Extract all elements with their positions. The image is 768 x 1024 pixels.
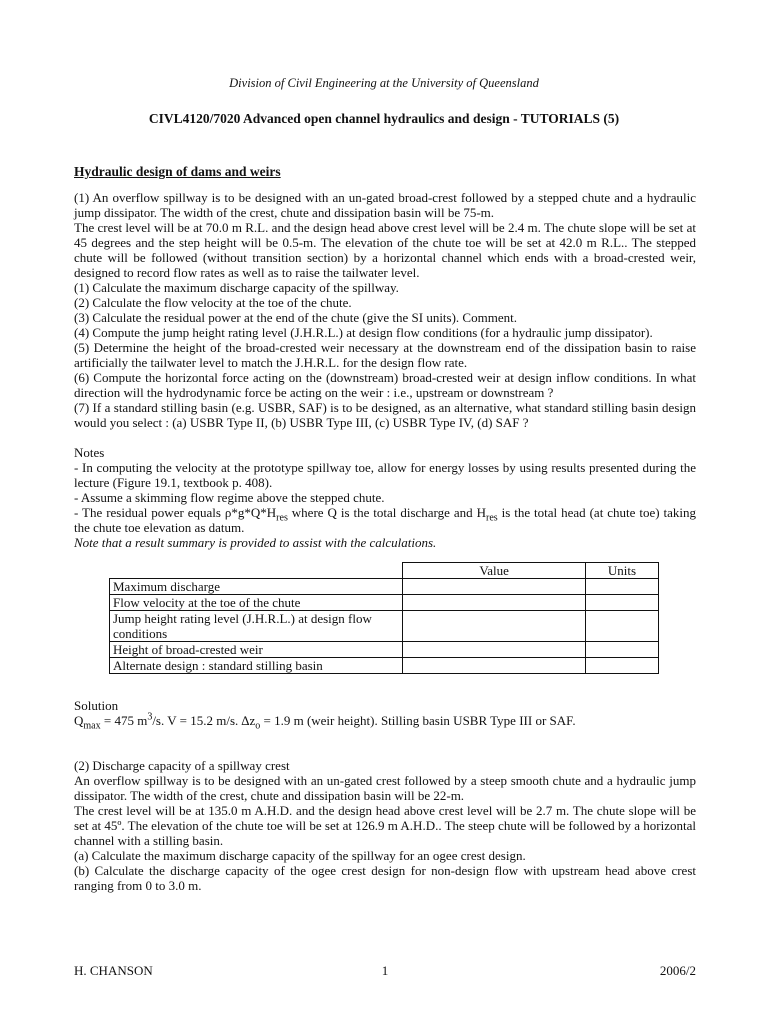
result-summary-table [109, 562, 659, 674]
footer-author: H. CHANSON [74, 963, 153, 978]
problem2-heading: (2) Discharge capacity of a spillway crest [74, 758, 290, 773]
table-row [110, 595, 659, 611]
problem1-question: (4) Compute the jump height rating level (J.H.R.L.) at design flow conditions (for a hydraulic jump dissipator). [74, 325, 653, 340]
problem2-question: (a) Calculate the maximum discharge capacity of the spillway for an ogee crest design. [74, 848, 526, 863]
problem2-question: (b) Calculate the discharge capacity of the ogee crest design for non-design flow with upstream head above crest ranging from 0 to 3.0 m. [74, 863, 696, 893]
value-cell [403, 595, 586, 611]
row-label: Jump height rating level (J.H.R.L.) at design flow conditions [110, 611, 403, 642]
units-cell [586, 642, 659, 658]
problem1-question: (5) Determine the height of the broad-crested weir necessary at the downstream end of the dissipation basin to raise artificially the tailwater level to match the J.H.R.L. for the design flow rate. [74, 340, 696, 370]
solution-heading: Solution [74, 698, 119, 713]
page-title: CIVL4120/7020 Advanced open channel hydraulics and design - TUTORIALS (5) [148, 111, 620, 126]
section-title: Hydraulic design of dams and weirs [74, 164, 281, 179]
row-label: Maximum discharge [110, 579, 403, 595]
note-residual-power: - The residual power equals $\rho*g*Q*H_{res}$ where Q is the total discharge and $H_{res}$ is the total head (at chute toe) taking the chute toe elevation as datum. [74, 505, 697, 535]
institution-header: Division of Civil Engineering at the University of Queensland [229, 76, 539, 90]
note-item: - In computing the velocity at the prototype spillway toe, allow for energy losses by using results presented during the lecture (Figure 19.1, textbook p. 408). [74, 460, 696, 490]
footer-date: 2006/2 [659, 963, 696, 978]
value-cell [403, 658, 586, 674]
column-header-value: Value [403, 563, 586, 579]
note-item: - Assume a skimming flow regime above the stepped chute. [74, 490, 385, 505]
units-cell [586, 658, 659, 674]
problem1-question: (1) Calculate the maximum discharge capacity of the spillway. [74, 280, 399, 295]
table-row [110, 611, 659, 642]
problem1-question: (7) If a standard stilling basin (e.g. USBR, SAF) is to be designed, as an alternative, what standard stilling basin design would you select : (a) USBR Type II, (b) USBR Type III, (c) USBR Type IV, (d) SAF ? [74, 400, 696, 430]
row-label: Height of broad-crested weir [110, 642, 403, 658]
table-row [110, 642, 659, 658]
units-cell [586, 595, 659, 611]
row-label: Flow velocity at the toe of the chute [110, 595, 403, 611]
column-header-units: Units [586, 563, 659, 579]
result-summary-note: Note that a result summary is provided to assist with the calculations. [74, 535, 437, 550]
problem2-detail: The crest level will be at 135.0 m A.H.D. and the design head above crest level will be 2.7 m. The chute slope will be set at 45º. The elevation of the chute toe will be set at 126.9 m A.H.D.. The steep chute will be followed by a horizontal channel with a stilling basin. [74, 803, 696, 848]
main-content [74, 164, 696, 893]
notes-heading: Notes [74, 445, 105, 460]
units-cell [586, 611, 659, 642]
problem2-intro: An overflow spillway is to be designed with an un-gated crest followed by a steep smooth chute and a hydraulic jump dissipator. The width of the crest, chute and dissipation basin will be 22-m. [74, 773, 696, 803]
problem1-question: (3) Calculate the residual power at the end of the chute (give the SI units). Comment. [74, 310, 517, 325]
solution-text: $Q_{max} = 475$ $m^3/s$. V = 15.2 m/s. $\Delta z_o = 1.9$ m (weir height). Stilling basin USBR Type III or SAF. [74, 711, 576, 732]
units-cell [586, 579, 659, 595]
problem1-detail: The crest level will be at 70.0 m R.L. and the design head above crest level will be 2.4 m. The chute slope will be set at 45 degrees and the step height will be 0.5-m. The elevation of the chute toe will be set at 42.0 m R.L.. The stepped chute will be followed (without transition section) by a horizontal channel which ends with a broad-crested weir, designed to record flow rates as well as to raise the tailwater level. [74, 220, 696, 280]
footer-page-number: 1 [381, 963, 389, 978]
table-header-row [110, 563, 659, 579]
table-row [110, 579, 659, 595]
value-cell [403, 611, 586, 642]
value-cell [403, 579, 586, 595]
table-row [110, 658, 659, 674]
row-label: Alternate design : standard stilling basin [110, 658, 403, 674]
value-cell [403, 642, 586, 658]
problem1-question: (2) Calculate the flow velocity at the toe of the chute. [74, 295, 352, 310]
problem1-intro: (1) An overflow spillway is to be designed with an un-gated broad-crest followed by a stepped chute and a hydraulic jump dissipator. The width of the crest, chute and dissipation basin will be 75-m. [74, 190, 696, 220]
problem1-question: (6) Compute the horizontal force acting on the (downstream) broad-crested weir at design inflow conditions. In what direction will the hydrodynamic force be acting on the weir : i.e., upstream or downstream ? [74, 370, 696, 400]
